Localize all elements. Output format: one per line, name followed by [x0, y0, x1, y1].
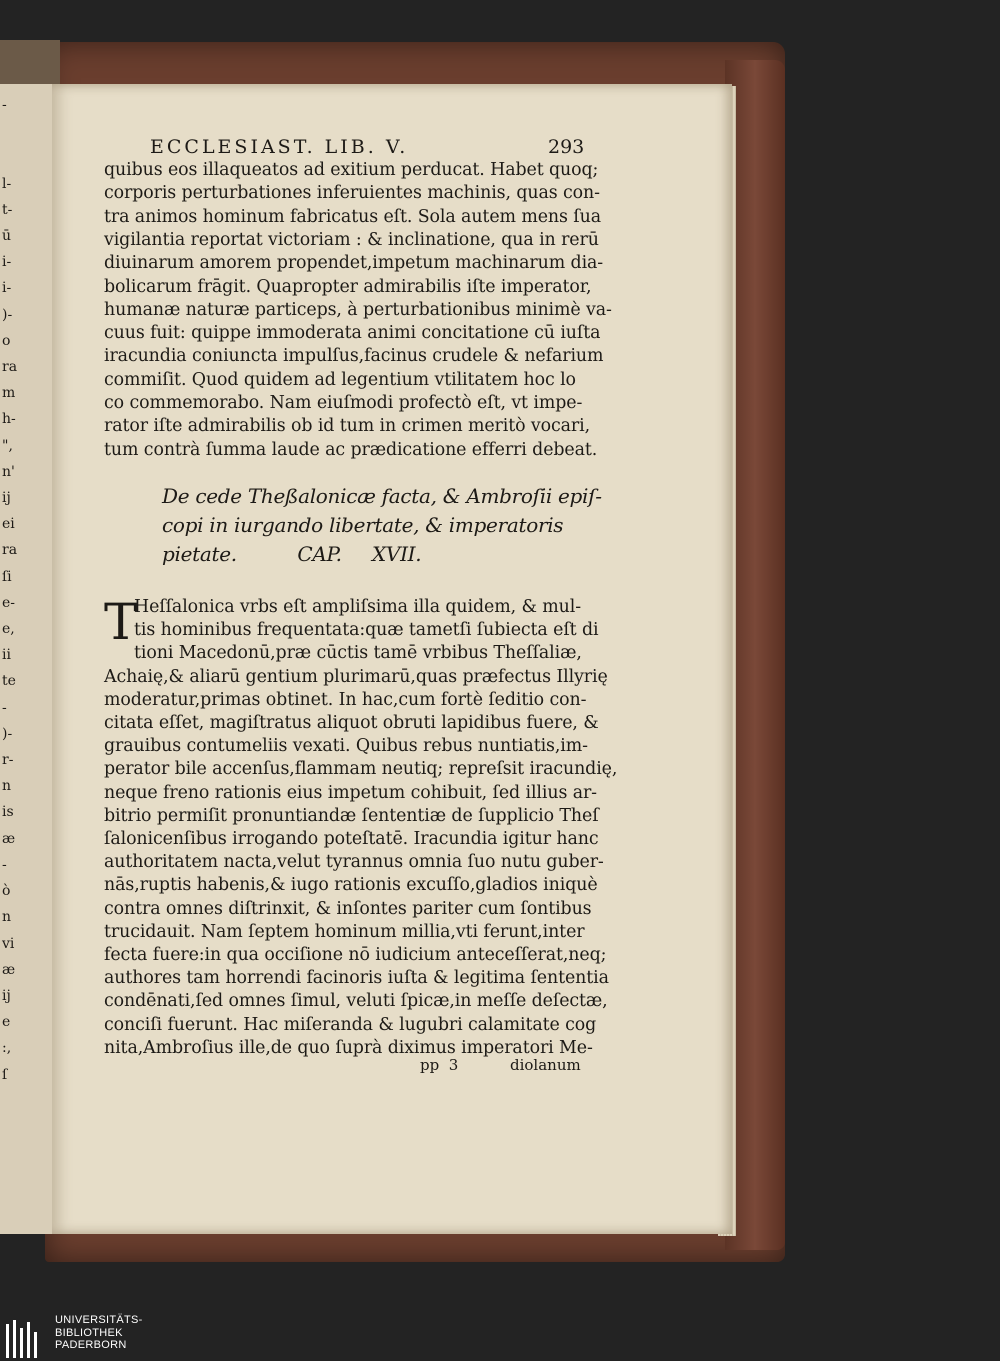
body-line: commiſit. Quod quidem ad legentium vtilitatem hoc lo	[104, 369, 576, 390]
chapter-line: trucidauit. Nam ſeptem hominum millia,vti ferunt,inter	[104, 921, 585, 942]
body-line: bolicarum frāgit. Quapropter admirabilis iſte imperator,	[104, 276, 592, 297]
chapter-line: Heſſalonica vrbs eſt ampliſsima illa quidem, & mul-	[134, 597, 582, 617]
body-line: tra animos hominum fabricatus eſt. Sola autem mens ſua	[104, 206, 601, 227]
body-line: corporis perturbationes inferuientes machinis, quas con-	[104, 183, 600, 204]
body-line: rator iſte admirabilis ob id tum in crimen meritò vocari,	[104, 416, 591, 437]
body-line: tum contrà ſumma laude ac prædicatione efferri debeat.	[104, 439, 598, 460]
chapter-line: bitrio permiſit pronuntiandæ ſententiæ de ſupplicio Theſ	[104, 805, 599, 826]
chapter-line: conciſi fuerunt. Hac miſeranda & lugubri calamitate cog	[104, 1014, 597, 1035]
chapter-line: citata eſſet, magiſtratus aliquot obruti lapidibus fuere, &	[104, 713, 599, 733]
chapter-line: authoritatem nacta,velut tyrannus omnia ſuo nutu guber-	[104, 852, 604, 873]
library-name	[55, 1314, 143, 1352]
catchword: diolanum	[510, 1056, 581, 1074]
chapter-line: tioni Macedonū,præ cūctis tamē vrbibus Theſſaliæ,	[134, 643, 582, 664]
left-page-margin-text: - l- t- ū i- i- )- o ra m h- ", n' ij ei ra ſi e- e, ii te - )- r- n is æ - ò n vi æ ij e :, ſ	[2, 97, 18, 1083]
chapter-line: condēnati,ſed omnes ſimul, veluti ſpicæ,in meſſe deſectæ,	[104, 991, 608, 1012]
chapter-line: nās,ruptis habenis,& iugo rationis excuſſo,gladios iniquè	[104, 875, 598, 896]
signature-mark: pp 3	[420, 1056, 459, 1074]
body-line: diuinarum amorem propendet,impetum machinarum dia-	[104, 253, 604, 274]
chapter-heading-line: pietate. CAP. XVII.	[162, 542, 422, 566]
chapter-line: moderatur,primas obtinet. In hac,cum fortè ſeditio con-	[104, 689, 587, 710]
chapter-line: perator bile accenſus,flammam neutiq; repreſsit iracundię,	[104, 759, 618, 780]
chapter-line: neque freno rationis eius impetum cohibuit, ſed illius ar-	[104, 782, 597, 803]
library-logo-icon	[4, 1318, 44, 1358]
chapter-heading-line: copi in iurgando libertate, & imperatoris	[162, 513, 564, 537]
body-line: quibus eos illaqueatos ad exitium perducat. Habet quoq;	[104, 160, 599, 180]
chapter-heading-line: De cede Theßalonicæ facta, & Ambroſii epiſ-	[162, 484, 602, 508]
body-line: cuus fuit: quippe immoderata animi concitatione cū iuſta	[104, 323, 601, 344]
drop-cap: T	[104, 593, 138, 651]
chapter-line: nita,Ambroſius ille,de quo ſuprà diximus imperatori Me-	[104, 1037, 593, 1058]
chapter-line: grauibus contumeliis vexati. Quibus rebus nuntiatis,im-	[104, 736, 588, 757]
body-line: vigilantia reportat victoriam : & inclinatione, qua in rerū	[104, 229, 599, 250]
chapter-line: contra omnes diſtrinxit, & inſontes pariter cum ſontibus	[104, 898, 592, 919]
footer-bar	[0, 1311, 1000, 1361]
body-line: co commemorabo. Nam eiuſmodi profectò eſt, vt impe-	[104, 393, 583, 413]
library-name-line3: PADERBORN	[55, 1339, 127, 1351]
body-line: humanæ naturæ particeps, à perturbationibus minimè va-	[104, 299, 612, 320]
body-line: iracundia coniuncta impulſus,facinus crudele & nefarium	[104, 346, 604, 367]
folio-number: 293	[548, 136, 585, 158]
chapter-line: authores tam horrendi facinoris iuſta & legitima ſententia	[104, 968, 609, 989]
chapter-line: fecta fuere:in qua occiſione nō iudicium anteceſſerat,neq;	[104, 945, 607, 965]
library-name-line2: BIBLIOTHEK	[55, 1326, 123, 1339]
chapter-line: tis hominibus frequentata:quæ tametſi ſubiecta eſt di	[134, 620, 599, 641]
chapter-line: ſalonicenſibus irrogando poteſtatē. Iracundia igitur hanc	[104, 829, 599, 849]
running-title: ECCLESIAST. LIB. V.	[150, 136, 409, 158]
library-name-line1: UNIVERSITÄTS-	[55, 1314, 143, 1326]
chapter-line: Achaię,& aliarū gentium plurimarū,quas præfectus Illyrię	[104, 666, 608, 687]
